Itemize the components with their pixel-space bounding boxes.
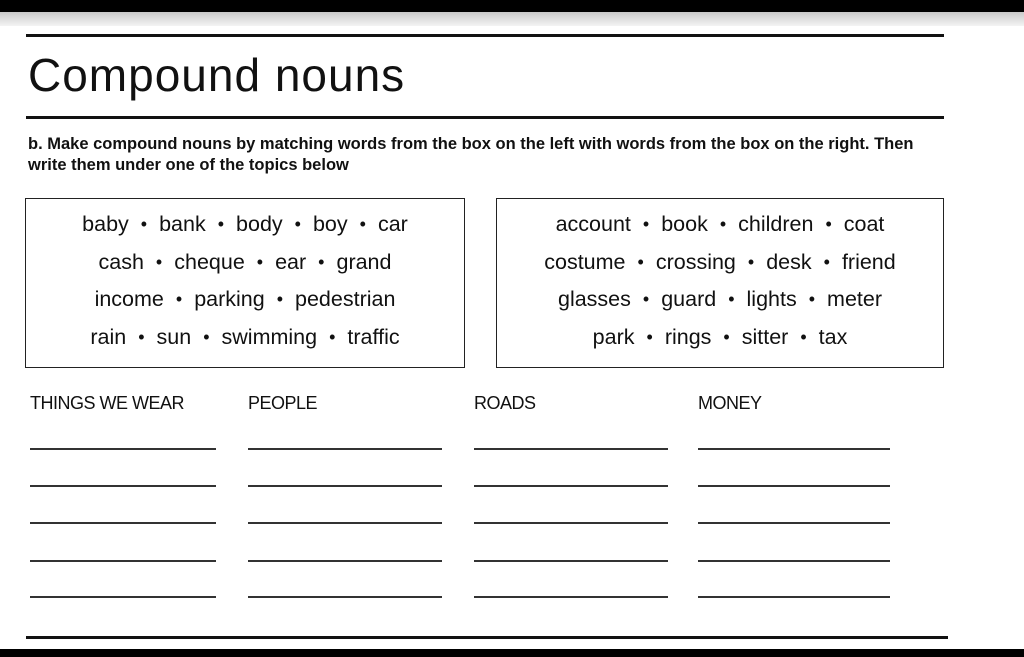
word-item: rain [90, 324, 127, 349]
word-item: book [661, 212, 708, 237]
answer-blank-line[interactable] [698, 560, 890, 562]
answer-blank-line[interactable] [30, 485, 216, 487]
bullet-separator: • [728, 289, 735, 310]
word-item: sitter [741, 324, 789, 349]
word-item: guard [661, 287, 717, 312]
topic-heading: PEOPLE [248, 393, 318, 413]
bullet-separator: • [800, 326, 807, 347]
bullet-separator: • [140, 214, 148, 235]
word-item: lights [746, 287, 797, 312]
word-item: cheque [174, 249, 245, 274]
bullet-separator: • [175, 289, 183, 310]
bullet-separator: • [318, 251, 325, 272]
word-item: glasses [557, 287, 631, 312]
answer-blank-line[interactable] [474, 448, 668, 450]
answer-blank-line[interactable] [698, 485, 890, 487]
bullet-separator: • [747, 251, 755, 272]
topic-heading: THINGS WE WEAR [30, 393, 184, 413]
word-item: cash [98, 249, 144, 274]
word-row [497, 281, 943, 319]
bullet-separator: • [642, 214, 650, 235]
word-item: bank [159, 212, 206, 237]
bullet-separator: • [256, 251, 264, 272]
answer-blank-line[interactable] [30, 522, 216, 524]
word-item: tax [818, 324, 848, 349]
word-row [26, 319, 464, 357]
word-item: ear [275, 249, 307, 274]
bullet-separator: • [217, 214, 225, 235]
title-rule [26, 116, 944, 119]
word-item: grand [336, 249, 392, 274]
word-row [497, 244, 943, 282]
word-item: boy [312, 212, 348, 237]
right-word-box [496, 198, 944, 368]
bullet-separator: • [646, 326, 653, 347]
bullet-separator: • [359, 214, 366, 235]
word-item: body [236, 212, 283, 237]
answer-blank-line[interactable] [248, 448, 442, 450]
answer-blank-line[interactable] [248, 596, 442, 598]
word-item: desk [766, 249, 812, 274]
word-row [26, 281, 464, 319]
answer-blank-line[interactable] [474, 485, 668, 487]
bullet-separator: • [823, 251, 830, 272]
word-item: children [738, 212, 814, 237]
answer-blank-line[interactable] [474, 522, 668, 524]
word-item: meter [827, 287, 882, 312]
word-item: pedestrian [295, 287, 396, 312]
word-item: rings [664, 324, 712, 349]
page-title: Compound nouns [28, 49, 406, 101]
word-row [26, 244, 464, 282]
answer-blank-line[interactable] [30, 448, 216, 450]
word-item: baby [82, 212, 129, 237]
word-item: crossing [655, 249, 736, 274]
word-item: parking [194, 287, 265, 312]
bullet-separator: • [808, 289, 816, 310]
bullet-separator: • [294, 214, 301, 235]
word-item: park [592, 324, 635, 349]
top-rule [26, 34, 944, 37]
answer-blank-line[interactable] [698, 448, 890, 450]
bullet-separator: • [637, 251, 644, 272]
bullet-separator: • [138, 326, 145, 347]
answer-blank-line[interactable] [248, 485, 442, 487]
topic-heading: MONEY [698, 393, 762, 413]
answer-blank-line[interactable] [698, 522, 890, 524]
word-item: income [94, 287, 164, 312]
word-item: coat [843, 212, 885, 237]
bullet-separator: • [329, 326, 336, 347]
answer-blank-line[interactable] [248, 560, 442, 562]
bullet-separator: • [642, 289, 650, 310]
answer-blank-line[interactable] [698, 596, 890, 598]
bullet-separator: • [825, 214, 832, 235]
exercise-instructions: b. Make compound nouns by matching words from the box on the left with words from the box on the right. Then write them under one of the topics below [28, 135, 914, 174]
answer-blank-line[interactable] [30, 560, 216, 562]
answer-blank-line[interactable] [30, 596, 216, 598]
word-item: traffic [347, 324, 400, 349]
bullet-separator: • [276, 289, 284, 310]
left-word-box [25, 198, 465, 368]
bullet-separator: • [719, 214, 727, 235]
bullet-separator: • [723, 326, 730, 347]
answer-blank-line[interactable] [474, 560, 668, 562]
word-row [497, 319, 943, 357]
word-item: account [555, 212, 631, 237]
word-row [26, 206, 464, 244]
word-item: swimming [221, 324, 318, 349]
topic-heading: ROADS [474, 393, 536, 413]
page-top-edge [0, 12, 1024, 26]
answer-blank-line[interactable] [474, 596, 668, 598]
answer-blank-line[interactable] [248, 522, 442, 524]
word-row [497, 206, 943, 244]
word-item: costume [544, 249, 626, 274]
word-item: friend [841, 249, 896, 274]
word-item: sun [156, 324, 192, 349]
word-item: car [377, 212, 408, 237]
bullet-separator: • [155, 251, 163, 272]
bullet-separator: • [203, 326, 210, 347]
bottom-rule [26, 636, 948, 639]
